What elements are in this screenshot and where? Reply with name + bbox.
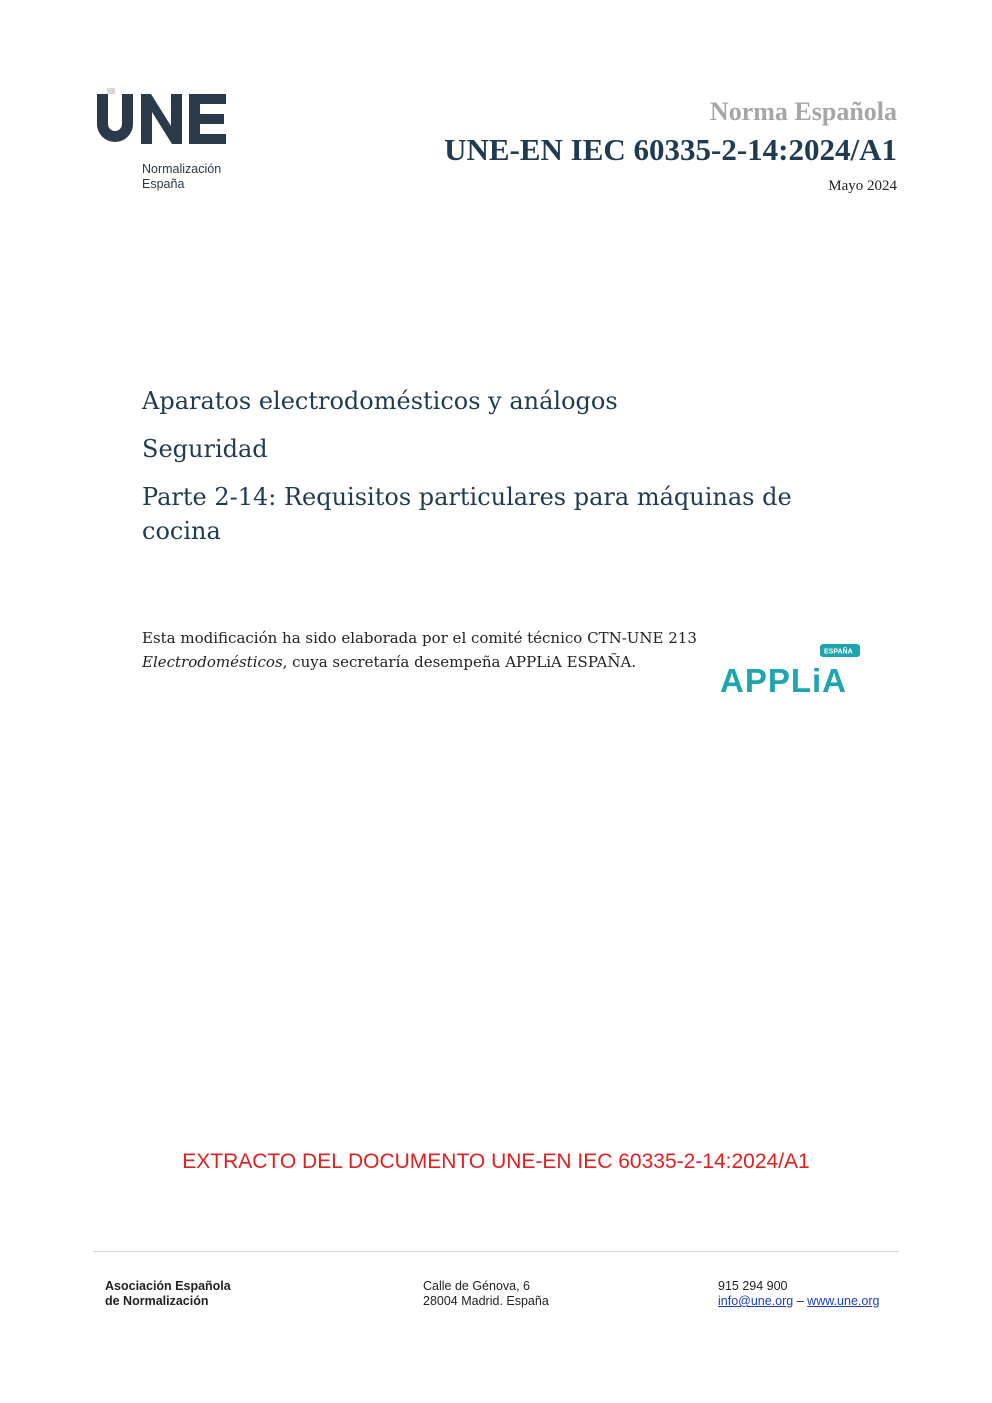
committee-text-a: Esta modificación ha sido elaborada por el comité técnico CTN-UNE 213 (142, 629, 697, 647)
footer-divider (93, 1251, 899, 1252)
applia-logo (720, 642, 865, 698)
publication-date: Mayo 2024 (828, 178, 897, 194)
footer-association (105, 1279, 231, 1309)
title-line-1: Aparatos electrodomésticos y análogos (142, 387, 618, 415)
assoc-line-1: Asociación Española (105, 1279, 231, 1293)
web-link[interactable]: www.une.org (807, 1294, 880, 1308)
extract-notice: EXTRACTO DEL DOCUMENTO UNE-EN IEC 60335-2-14:2024/A1 (182, 1150, 810, 1173)
footer-address (423, 1279, 549, 1309)
assoc-line-2: de Normalización (105, 1294, 209, 1308)
standard-code: UNE-EN IEC 60335-2-14:2024/A1 (444, 132, 897, 167)
title-line-3: Parte 2-14: Requisitos particulares para máquinas de cocina (142, 483, 792, 545)
document-titles (142, 384, 862, 548)
address-line-1: Calle de Génova, 6 (423, 1279, 531, 1293)
committee-note (142, 626, 702, 674)
une-org-line2: España (142, 177, 185, 191)
contact-separator: – (796, 1294, 804, 1308)
header-right (444, 96, 897, 195)
footer-contact (718, 1279, 879, 1309)
title-line-2: Seguridad (142, 435, 268, 463)
committee-text-b: , cuya secretaría desempeña APPLiA ESPAÑA. (282, 653, 637, 671)
address-line-2: 28004 Madrid. España (423, 1294, 549, 1308)
norma-label: Norma Española (709, 97, 897, 126)
phone-number: 915 294 900 (718, 1279, 788, 1293)
svg-text:APPLiA: APPLiA (720, 662, 848, 698)
email-link[interactable]: info@une.org (718, 1294, 794, 1308)
committee-text-italic: Electrodomésticos (142, 653, 283, 671)
une-org-line1: Normalización (142, 162, 222, 176)
une-subtitle (142, 162, 221, 192)
svg-text:ESPAÑA: ESPAÑA (824, 648, 853, 656)
